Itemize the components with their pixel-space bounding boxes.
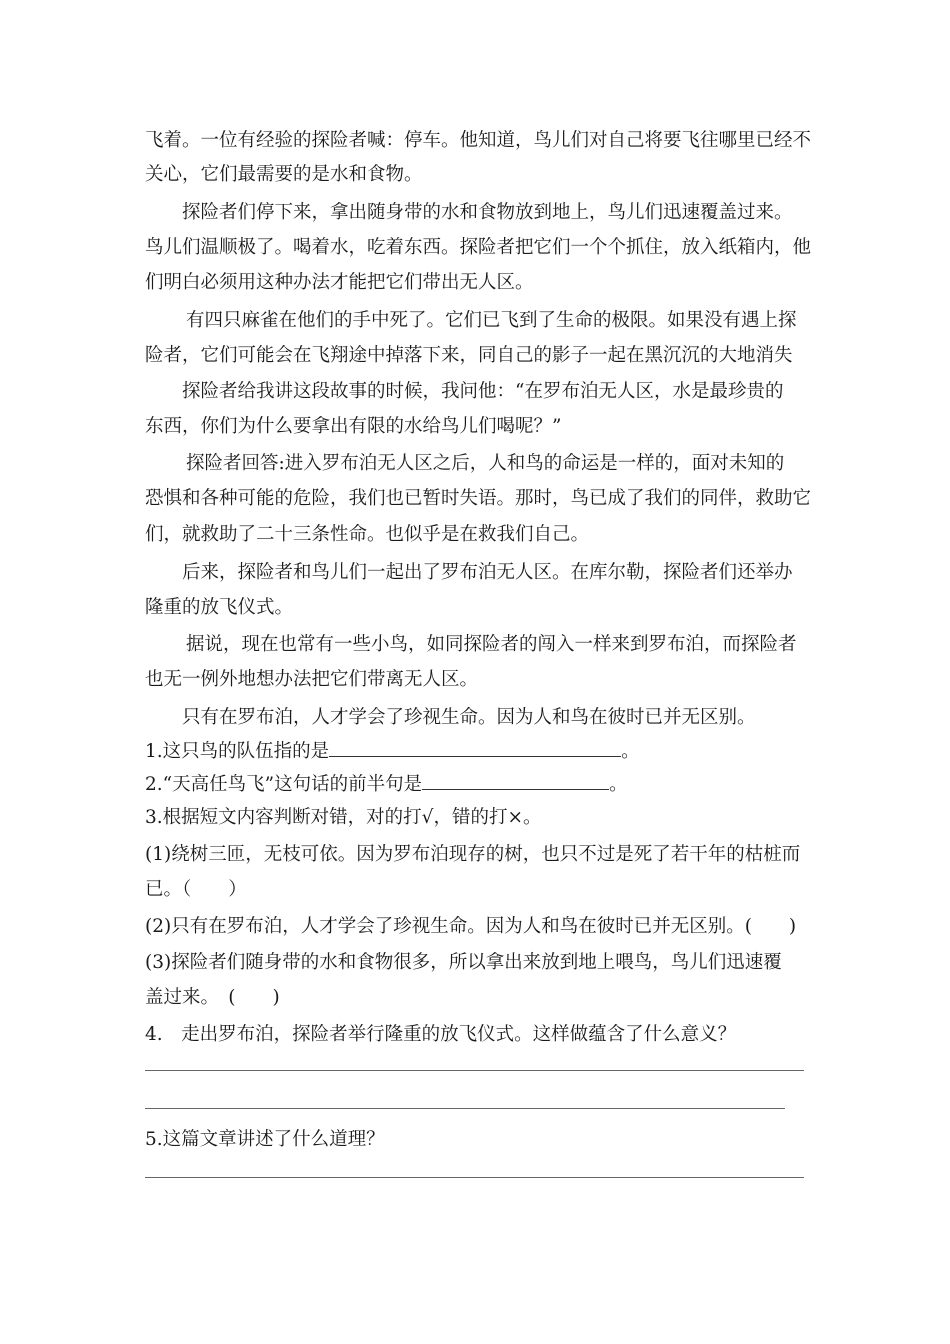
passage-line: 只有在罗布泊，人才学会了珍视生命。因为人和鸟在彼时已并无区别。 xyxy=(182,707,756,728)
passage-line: 后来，探险者和鸟儿们一起出了罗布泊无人区。在库尔勒，探险者们还举办 xyxy=(182,562,793,583)
passage-line: 们，就救助了二十三条性命。也似乎是在救我们自己。 xyxy=(145,524,590,545)
question-1-text: 1.这只鸟的队伍指的是 xyxy=(145,741,330,762)
question-2-end: 。 xyxy=(609,774,628,795)
question-3-2[interactable]: (2)只有在罗布泊，人才学会了珍视生命。因为人和鸟在彼时已并无区别。( ) xyxy=(145,916,797,937)
question-1-end: 。 xyxy=(621,741,640,762)
passage-line: 东西，你们为什么要拿出有限的水给鸟儿们喝呢？” xyxy=(145,416,562,437)
passage-line: 据说，现在也常有一些小鸟，如同探险者的闯入一样来到罗布泊，而探险者 xyxy=(186,634,797,655)
question-2 xyxy=(145,773,825,797)
question-5: 5.这篇文章讲述了什么道理？ xyxy=(145,1129,385,1150)
passage-line: 恐惧和各种可能的危险，我们也已暂时失语。那时，鸟已成了我们的同伴，救助它 xyxy=(145,488,812,509)
question-4-answer-line-1[interactable] xyxy=(145,1070,804,1071)
question-2-answer-blank[interactable] xyxy=(422,775,609,790)
question-3-3-cont[interactable]: 盖过来。 ( ) xyxy=(145,987,280,1008)
passage-line: 险者，它们可能会在飞翔途中掉落下来，同自己的影子一起在黑沉沉的大地消失 xyxy=(145,345,793,366)
question-5-answer-line[interactable] xyxy=(145,1177,804,1178)
question-1-answer-blank[interactable] xyxy=(329,742,621,757)
passage-line: 有四只麻雀在他们的手中死了。它们已飞到了生命的极限。如果没有遇上探 xyxy=(186,310,797,331)
passage-line: 探险者回答:进入罗布泊无人区之后，人和鸟的命运是一样的，面对未知的 xyxy=(186,453,785,474)
passage-line: 隆重的放飞仪式。 xyxy=(145,597,294,618)
question-3-3: (3)探险者们随身带的水和食物很多，所以拿出来放到地上喂鸟，鸟儿们迅速覆 xyxy=(145,952,782,973)
passage-line: 探险者给我讲这段故事的时候，我问他：“在罗布泊无人区，水是最珍贵的 xyxy=(182,381,784,402)
passage-line: 探险者们停下来，拿出随身带的水和食物放到地上，鸟儿们迅速覆盖过来。 xyxy=(182,202,793,223)
passage-line: 鸟儿们温顺极了。喝着水，吃着东西。探险者把它们一个个抓住，放入纸箱内，他 xyxy=(145,237,812,258)
question-1 xyxy=(145,740,825,764)
passage-line: 飞着。一位有经验的探险者喊：停车。他知道，鸟儿们对自己将要飞往哪里已经不 xyxy=(145,130,812,151)
question-4: 4. 走出罗布泊，探险者举行隆重的放飞仪式。这样做蕴含了什么意义？ xyxy=(145,1024,737,1045)
question-3-1: (1)绕树三匝，无枝可依。因为罗布泊现存的树，也只不过是死了若干年的枯桩而 xyxy=(145,844,801,865)
passage-line: 们明白必须用这种办法才能把它们带出无人区。 xyxy=(145,272,534,293)
question-2-text: 2.“天高任鸟飞”这句话的前半句是 xyxy=(145,774,423,795)
passage-line: 也无一例外地想办法把它们带离无人区。 xyxy=(145,669,479,690)
question-3: 3.根据短文内容判断对错，对的打√，错的打×。 xyxy=(145,807,542,828)
question-4-answer-line-2[interactable] xyxy=(145,1108,785,1109)
question-3-1-cont[interactable]: 已。（ ） xyxy=(145,879,247,900)
passage-line: 关心，它们最需要的是水和食物。 xyxy=(145,164,423,185)
